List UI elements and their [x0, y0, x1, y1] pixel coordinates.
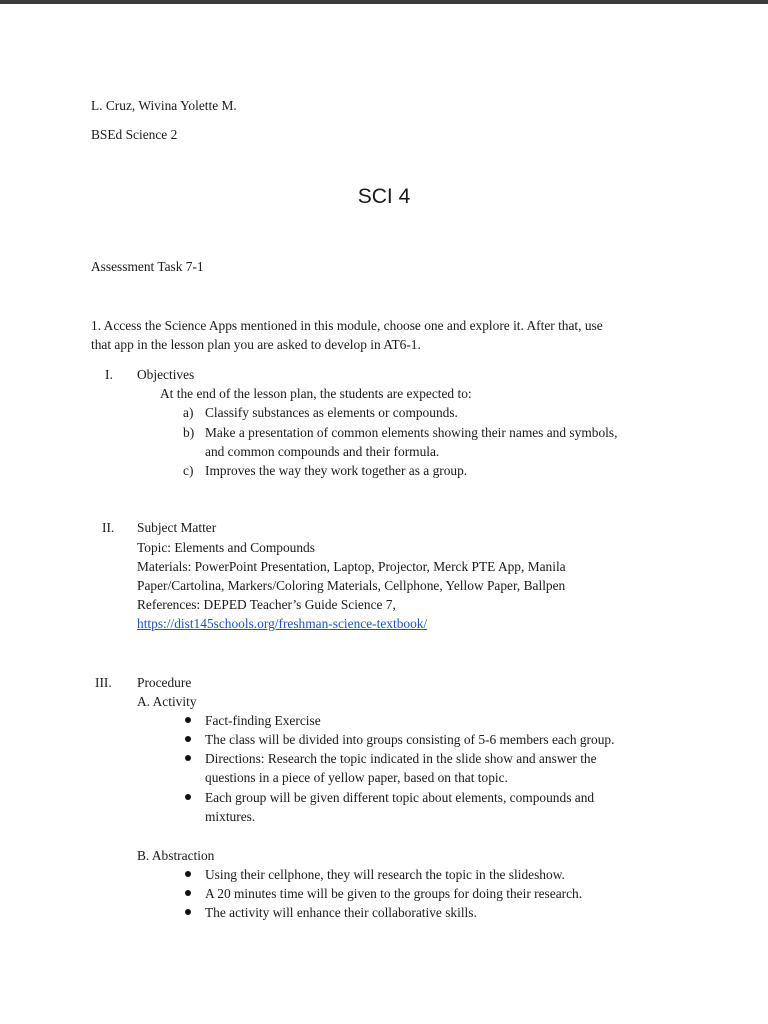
abstraction-bullet-text: The activity will enhance their collaborative skills.: [205, 905, 477, 920]
activity-bullet-text: Directions: Research the topic indicated in the slide show and answer the: [205, 751, 597, 766]
objective-text: Improves the way they work together as a group.: [205, 463, 468, 478]
activity-bullet-text: Fact-finding Exercise: [205, 713, 321, 728]
bullet-icon: [185, 890, 191, 896]
references-line: References: DEPED Teacher’s Guide Science 7,: [137, 597, 396, 612]
instruction-line-2: that app in the lesson plan you are asked to develop in AT6-1.: [91, 337, 421, 352]
bullet-icon: [185, 736, 191, 742]
activity-bullet-text-continued: mixtures.: [205, 809, 256, 824]
materials-line-2: Paper/Cartolina, Markers/Coloring Materials, Cellphone, Yellow Paper, Ballpen: [137, 578, 566, 593]
objectives-intro: At the end of the lesson plan, the students are expected to:: [160, 386, 472, 401]
instruction-line-1: 1. Access the Science Apps mentioned in this module, choose one and explore it. After that, use: [91, 318, 603, 333]
abstraction-bullet-text: A 20 minutes time will be given to the groups for doing their research.: [205, 886, 583, 901]
abstraction-bullet-text: Using their cellphone, they will research the topic in the slideshow.: [205, 867, 565, 882]
objectives-heading: Objectives: [137, 367, 195, 382]
bullet-icon: [185, 717, 191, 723]
bullet-icon: [185, 794, 191, 800]
objective-letter: a): [183, 405, 194, 420]
objective-text: Classify substances as elements or compounds.: [205, 405, 458, 420]
reference-link[interactable]: https://dist145schools.org/freshman-science-textbook/: [137, 616, 428, 631]
document-title: SCI 4: [357, 185, 411, 208]
activity-bullet-text-continued: questions in a piece of yellow paper, based on that topic.: [205, 770, 508, 785]
subject-matter-numeral: II.: [102, 520, 115, 535]
bullet-icon: [185, 755, 191, 761]
objective-text: Make a presentation of common elements showing their names and symbols,: [205, 425, 618, 440]
topic-line: Topic: Elements and Compounds: [137, 540, 315, 555]
objective-letter: c): [183, 463, 194, 478]
bullet-icon: [185, 871, 191, 877]
procedure-heading: Procedure: [137, 675, 192, 690]
objective-letter: b): [183, 425, 195, 440]
activity-bullet-text: Each group will be given different topic about elements, compounds and: [205, 790, 595, 805]
task-label: Assessment Task 7-1: [91, 259, 204, 274]
materials-line-1: Materials: PowerPoint Presentation, Laptop, Projector, Merck PTE App, Manila: [137, 559, 566, 574]
objective-text-continued: and common compounds and their formula.: [205, 444, 440, 459]
subject-matter-heading: Subject Matter: [137, 520, 217, 535]
program-label: BSEd Science 2: [91, 127, 178, 142]
procedure-numeral: III.: [95, 675, 112, 690]
student-name: L. Cruz, Wivina Yolette M.: [91, 98, 237, 113]
activity-heading: A. Activity: [137, 694, 197, 709]
activity-bullet-text: The class will be divided into groups consisting of 5-6 members each group.: [205, 732, 615, 747]
abstraction-heading: B. Abstraction: [137, 848, 215, 863]
bullet-icon: [185, 909, 191, 915]
objectives-numeral: I.: [105, 367, 113, 382]
